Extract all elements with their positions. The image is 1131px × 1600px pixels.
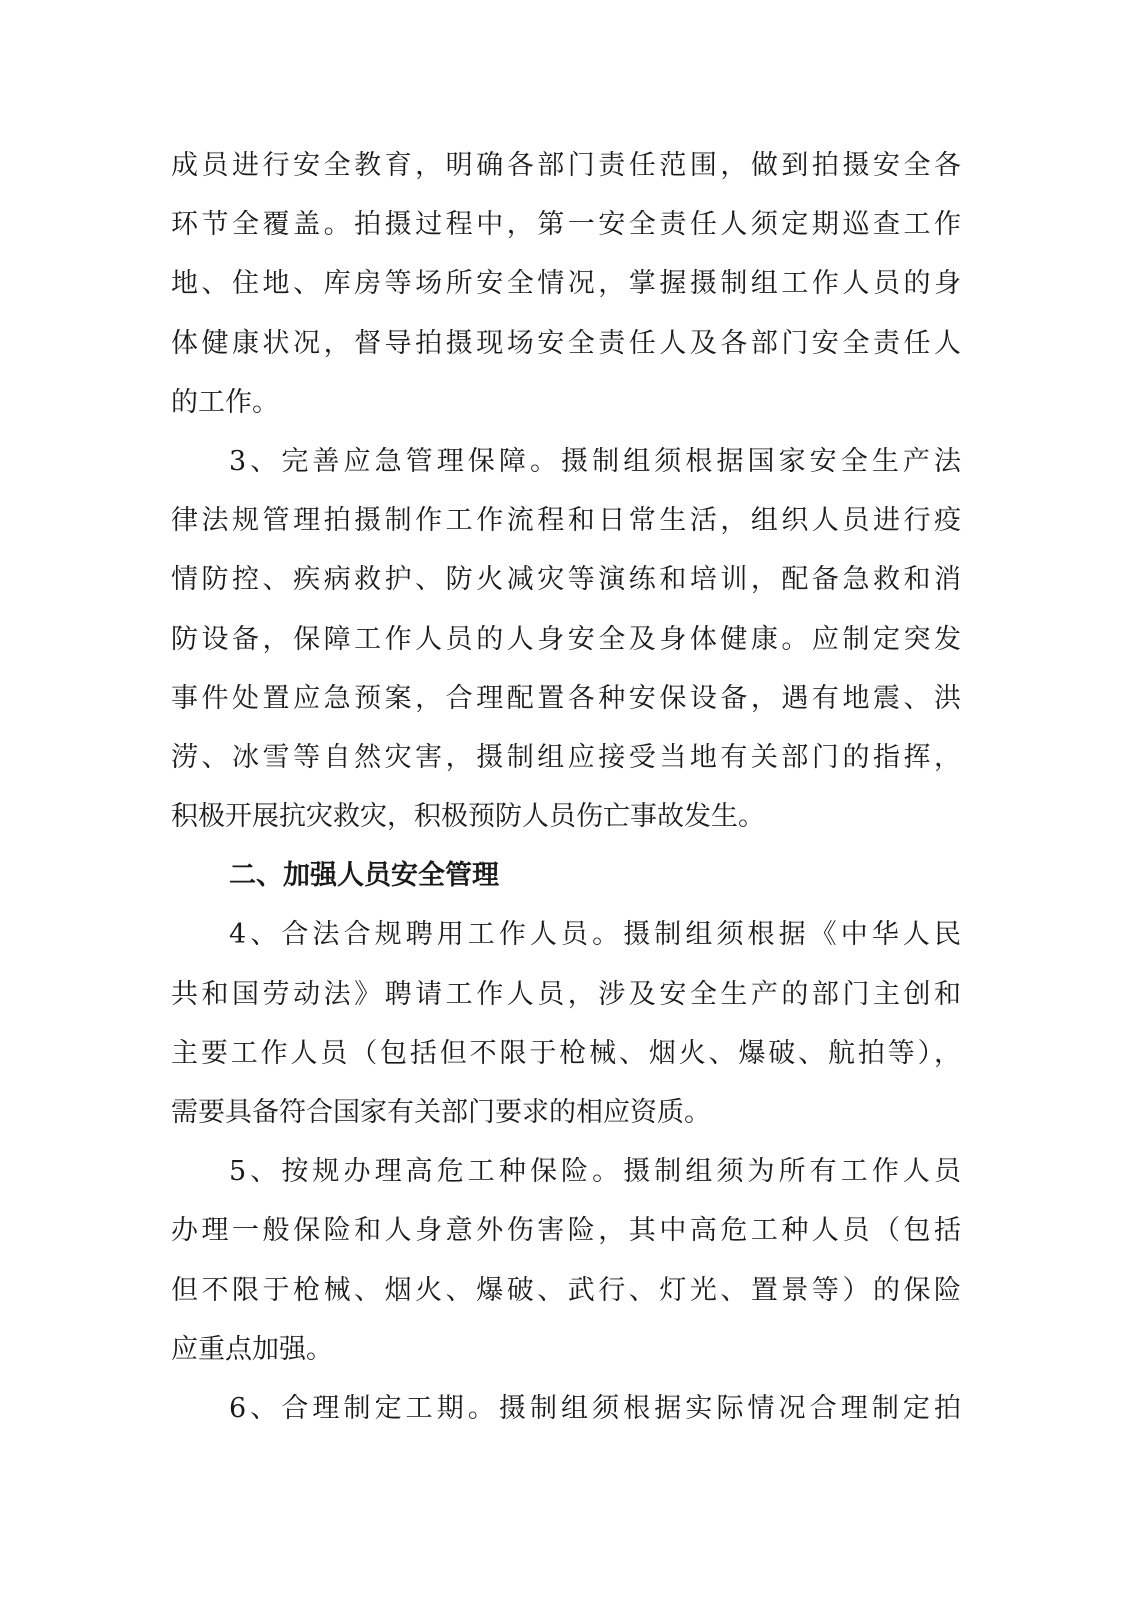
item-5-line: 5、按规办理高危工种保险。摄制组须为所有工作人员: [229, 1156, 961, 1188]
paragraph-line: 积极开展抗灾救灾，积极预防人员伤亡事故发生。: [171, 801, 765, 833]
document-body: [171, 136, 961, 1438]
item-4-line: 4、合法合规聘用工作人员。摄制组须根据《中华人民: [229, 919, 961, 951]
paragraph-line: 涝、冰雪等自然灾害，摄制组应接受当地有关部门的指挥，: [171, 741, 961, 773]
paragraph-line: 办理一般保险和人身意外伤害险，其中高危工种人员（包括: [171, 1215, 961, 1247]
paragraph-line: 防设备，保障工作人员的人身安全及身体健康。应制定突发: [171, 623, 961, 655]
paragraph-line: 需要具备符合国家有关部门要求的相应资质。: [171, 1097, 711, 1128]
paragraph-line: 律法规管理拍摄制作工作流程和日常生活，组织人员进行疫: [171, 505, 961, 537]
paragraph-line: 共和国劳动法》聘请工作人员，涉及安全生产的部门主创和: [171, 978, 961, 1010]
paragraph-line: 的工作。: [171, 386, 279, 418]
paragraph-line: 环节全覆盖。拍摄过程中，第一安全责任人须定期巡查工作: [171, 209, 961, 241]
item-3-line: 3、完善应急管理保障。摄制组须根据国家安全生产法: [229, 445, 961, 477]
paragraph-line: 地、住地、库房等场所安全情况，掌握摄制组工作人员的身: [171, 268, 961, 300]
item-6-line: 6、合理制定工期。摄制组须根据实际情况合理制定拍: [229, 1392, 961, 1424]
paragraph-line: 应重点加强。: [171, 1333, 333, 1365]
paragraph-line: 成员进行安全教育，明确各部门责任范围，做到拍摄安全各: [171, 150, 961, 181]
paragraph-line: 情防控、疾病救护、防火减灾等演练和培训，配备急救和消: [171, 564, 961, 596]
paragraph-line: 但不限于枪械、烟火、爆破、武行、灯光、置景等）的保险: [171, 1274, 961, 1306]
paragraph-line: 体健康状况，督导拍摄现场安全责任人及各部门安全责任人: [171, 327, 961, 359]
paragraph-line: 事件处置应急预案，合理配置各种安保设备，遇有地震、洪: [171, 682, 961, 714]
paragraph-line: 主要工作人员（包括但不限于枪械、烟火、爆破、航拍等），: [171, 1037, 961, 1069]
section-heading: 二、加强人员安全管理: [229, 860, 499, 892]
